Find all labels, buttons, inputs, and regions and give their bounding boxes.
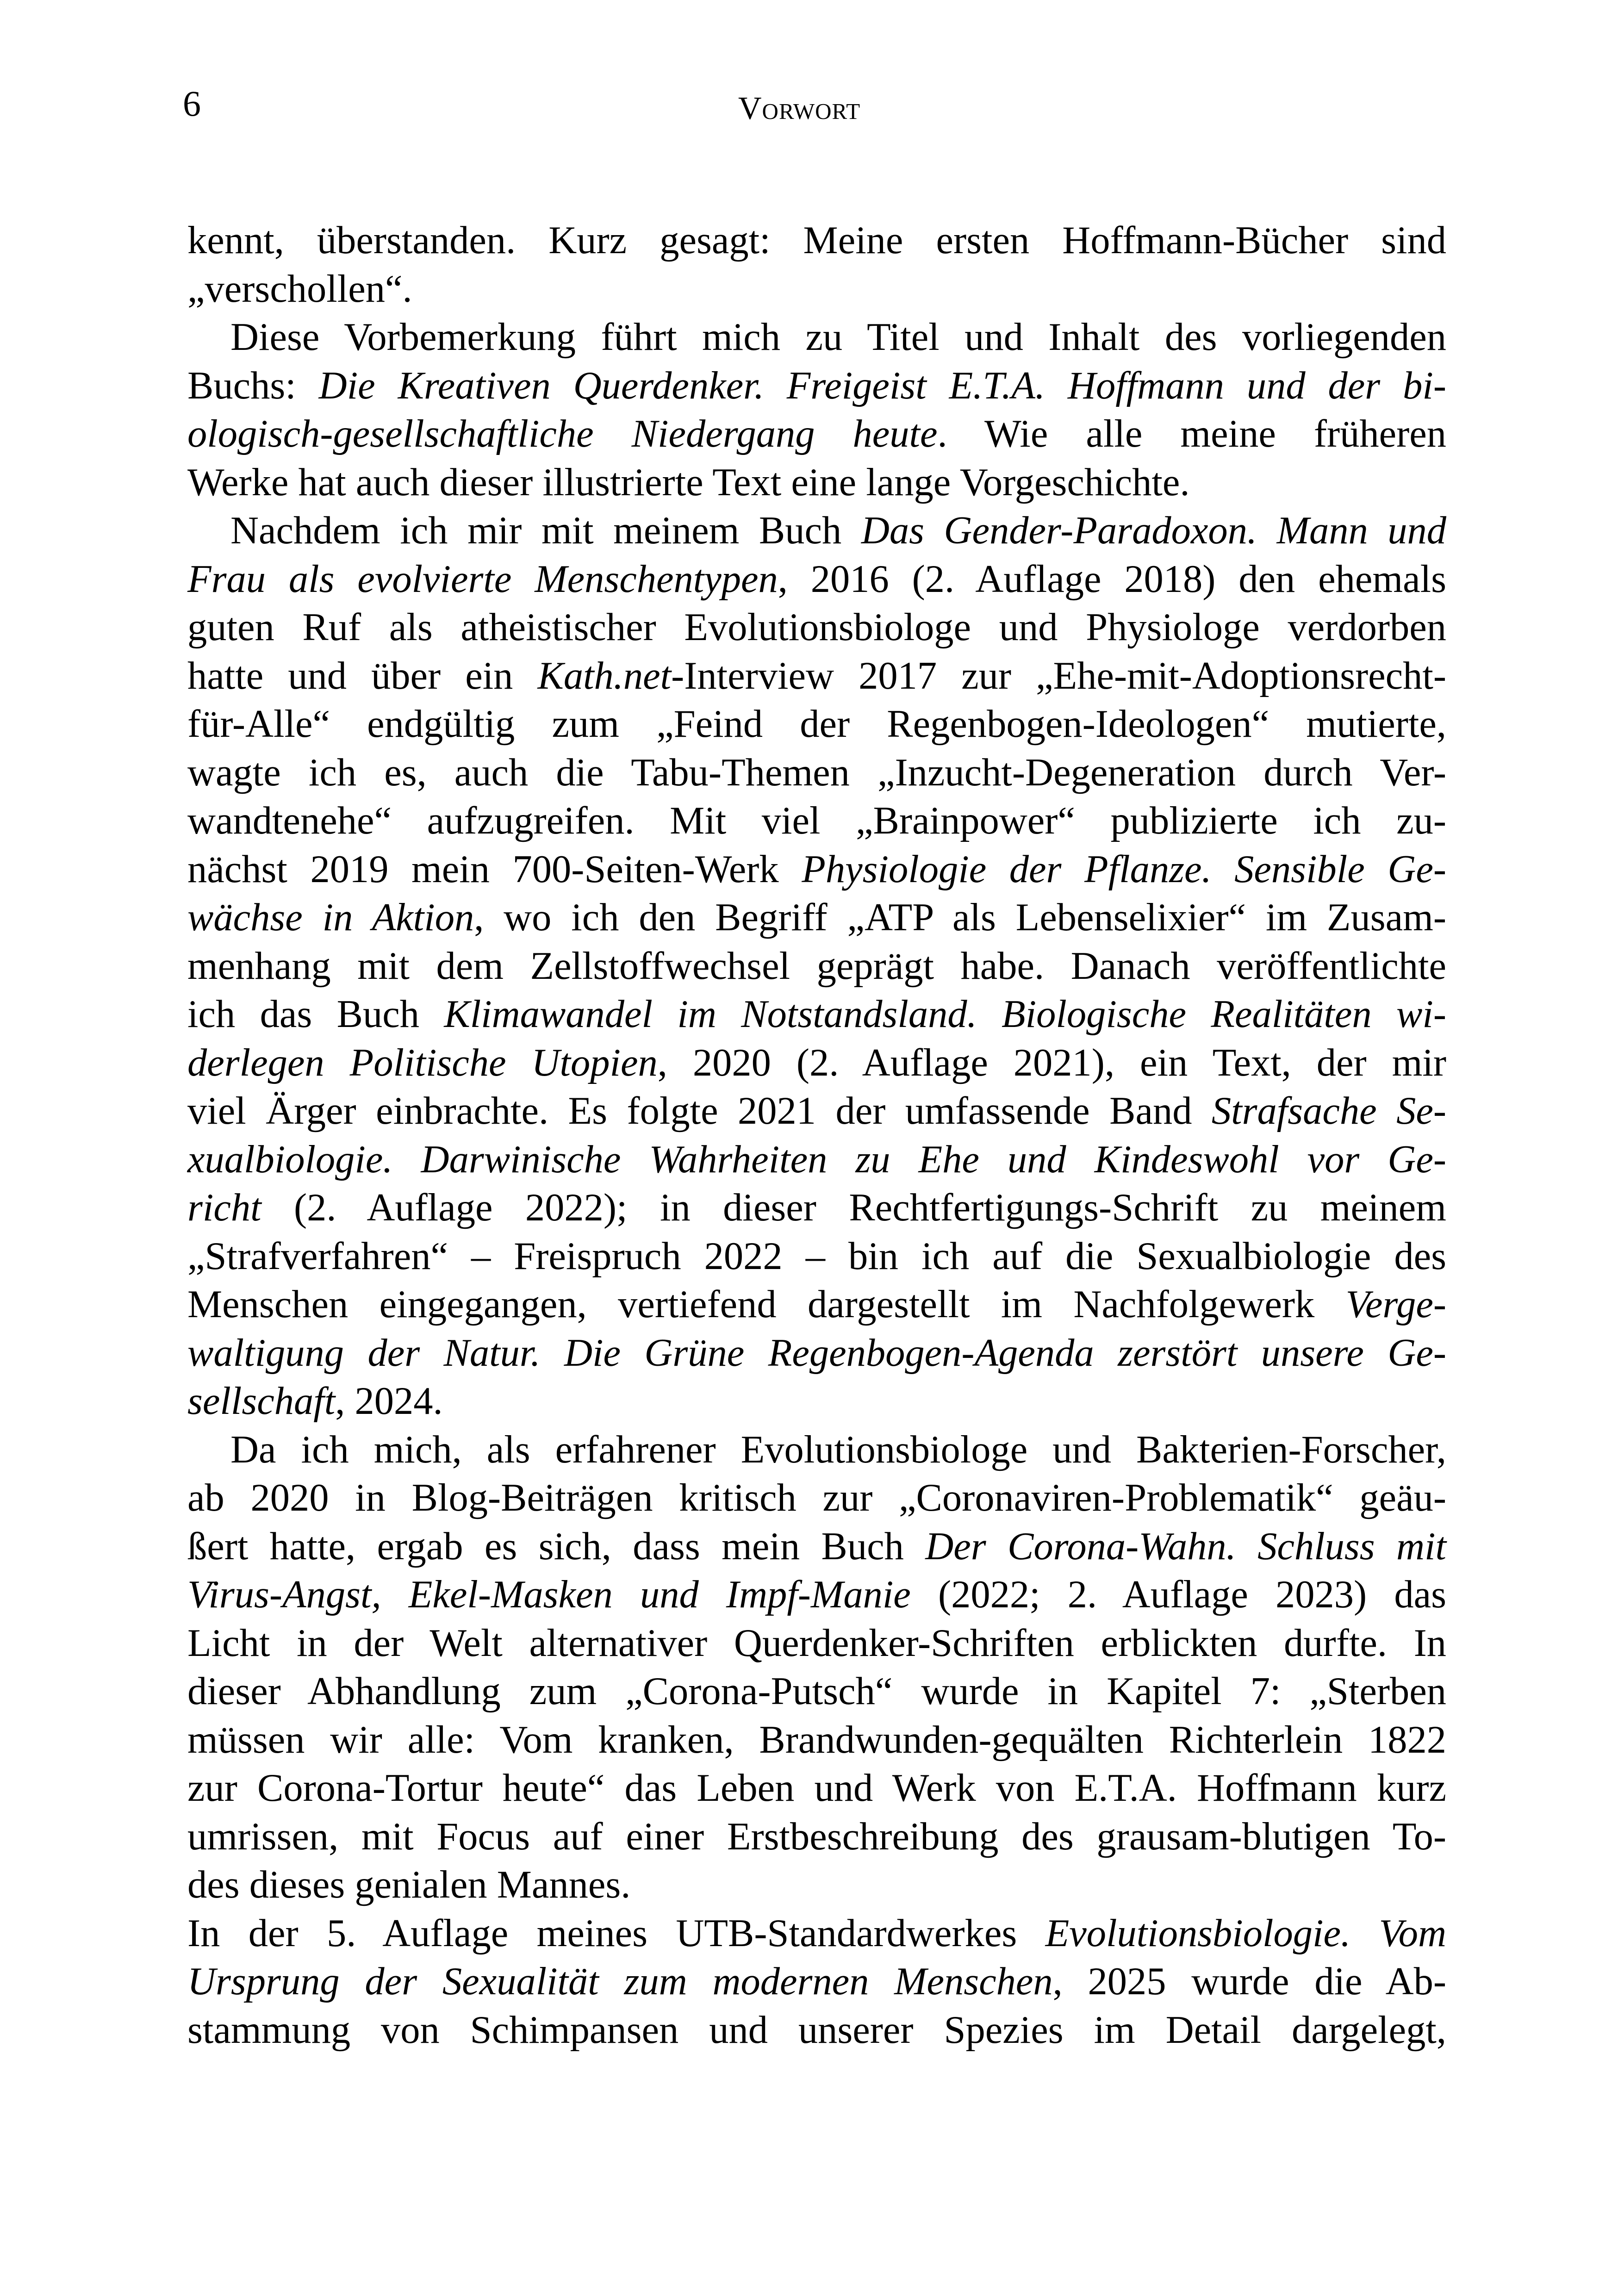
text-line — [187, 1377, 1446, 1426]
text-line — [187, 846, 1446, 894]
text-line — [187, 555, 1446, 604]
italic-text-segment: richt — [187, 1186, 261, 1229]
text-segment: des dieses genialen Mannes. — [187, 1863, 631, 1906]
italic-text-segment: Ursprung der Sexualität zum modernen Menschen — [187, 1960, 1053, 2003]
page-number: 6 — [183, 83, 201, 124]
text-line — [187, 1523, 1446, 1571]
text-line — [187, 507, 1446, 555]
text-segment: stammung von Schimpansen und unserer Spezies im Detail dargelegt, — [187, 2008, 1446, 2052]
text-segment: menhang mit dem Zellstoffwechsel geprägt habe. Danach veröffentlichte — [187, 944, 1446, 988]
text-segment: (2. Auflage 2022); in dieser Rechtfertigungs-Schrift zu meinem — [261, 1186, 1446, 1229]
text-line — [187, 1426, 1446, 1475]
italic-text-segment: Strafsache Se- — [1211, 1089, 1446, 1132]
italic-text-segment: wächse in Aktion — [187, 896, 474, 939]
text-segment: dieser Abhandlung zum „Corona-Putsch“ wurde in Kapitel 7: „Sterben — [187, 1670, 1446, 1713]
text-line — [187, 459, 1446, 507]
text-line — [187, 1861, 1446, 1910]
italic-text-segment: Frau als evolvierte Menschentypen — [187, 557, 778, 601]
text-segment: müssen wir alle: Vom kranken, Brandwunden-gequälten Richterlein 1822 — [187, 1718, 1446, 1761]
text-segment: Buchs: — [187, 364, 319, 407]
text-segment: -Interview 2017 zur „Ehe-mit-Adoptionsrecht- — [671, 654, 1446, 697]
text-segment: (2022; 2. Auflage 2023) das — [910, 1573, 1446, 1616]
text-line — [187, 313, 1446, 362]
text-line — [187, 1232, 1446, 1281]
text-segment: , 2025 wurde die Ab- — [1052, 1960, 1446, 2003]
text-line — [187, 1910, 1446, 1958]
text-line — [187, 894, 1446, 942]
text-segment: umrissen, mit Focus auf einer Erstbeschreibung des grausam-blutigen To- — [187, 1815, 1446, 1858]
text-segment: , wo ich den Begriff „ATP als Lebenselixier“ im Zusam- — [474, 896, 1446, 939]
text-segment: , 2020 (2. Auflage 2021), ein Text, der mir — [657, 1041, 1447, 1084]
text-segment: hatte und über ein — [187, 654, 538, 697]
text-line — [187, 1571, 1446, 1619]
text-line — [187, 1474, 1446, 1523]
italic-text-segment: sellschaft — [187, 1380, 336, 1423]
text-segment: wagte ich es, auch die Tabu-Themen „Inzucht-Degeneration durch Ver- — [187, 751, 1446, 794]
text-segment: für-Alle“ endgültig zum „Feind der Regenbogen-Ideologen“ mutierte, — [187, 703, 1446, 746]
text-segment: Menschen eingegangen, vertiefend dargestellt im Nachfolgewerk — [187, 1283, 1346, 1326]
text-segment: . Wie alle meine früheren — [937, 412, 1446, 455]
text-line — [187, 1668, 1446, 1716]
italic-text-segment: ologisch-gesellschaftliche Niedergang heute — [187, 412, 938, 455]
italic-text-segment: Kath.net — [537, 654, 672, 697]
text-line — [187, 265, 1446, 314]
text-line — [187, 1813, 1446, 1861]
text-segment: viel Ärger einbrachte. Es folgte 2021 der umfassende Band — [187, 1089, 1212, 1132]
text-segment: Licht in der Welt alternativer Querdenker-Schriften erblickten durfte. In — [187, 1621, 1446, 1665]
text-segment: Diese Vorbemerkung führt mich zu Titel und Inhalt des vorliegenden — [230, 316, 1446, 359]
text-line — [187, 1329, 1446, 1378]
text-segment: , 2024. — [335, 1380, 443, 1423]
text-line — [187, 1136, 1446, 1184]
text-line — [187, 1087, 1446, 1136]
text-line — [187, 410, 1446, 459]
italic-text-segment: Der Corona-Wahn. Schluss mit — [925, 1524, 1446, 1568]
italic-text-segment: Das Gender-Paradoxon. Mann und — [861, 509, 1446, 552]
running-head: Vorwort — [738, 91, 861, 126]
text-line — [187, 1281, 1446, 1329]
text-segment: , 2016 (2. Auflage 2018) den ehemals — [778, 557, 1446, 601]
text-segment: Nachdem ich mir mit meinem Buch — [230, 509, 861, 552]
text-line — [187, 1958, 1446, 2006]
body-text — [187, 217, 1446, 2054]
italic-text-segment: Die Kreativen Querdenker. Freigeist E.T.A. Hoffmann und der bi- — [318, 364, 1446, 407]
text-line — [187, 1619, 1446, 1668]
text-line — [187, 1184, 1446, 1232]
italic-text-segment: waltigung der Natur. Die Grüne Regenbogen-Agenda zerstört unsere Ge- — [187, 1331, 1446, 1375]
text-line — [187, 1716, 1446, 1765]
text-line — [187, 797, 1446, 846]
text-line — [187, 652, 1446, 701]
italic-text-segment: Virus-Angst, Ekel-Masken und Impf-Manie — [187, 1573, 911, 1616]
text-segment: In der 5. Auflage meines UTB-Standardwerkes — [187, 1911, 1045, 1955]
text-line — [187, 217, 1446, 265]
text-segment: Da ich mich, als erfahrener Evolutionsbiologe und Bakterien-Forscher, — [230, 1428, 1446, 1471]
text-line — [187, 942, 1446, 991]
text-segment: ab 2020 in Blog-Beiträgen kritisch zur „Coronaviren-Problematik“ geäu- — [187, 1476, 1446, 1519]
text-line — [187, 990, 1446, 1039]
italic-text-segment: Klimawandel im Notstandsland. Biologische Realitäten wi- — [444, 993, 1446, 1036]
text-line — [187, 749, 1446, 797]
text-segment: „verschollen“. — [187, 267, 412, 311]
text-segment: ich das Buch — [187, 993, 444, 1036]
italic-text-segment: xualbiologie. Darwinische Wahrheiten zu Ehe und Kindeswohl vor Ge- — [187, 1138, 1446, 1181]
text-line — [187, 700, 1446, 749]
text-segment: nächst 2019 mein 700-Seiten-Werk — [187, 847, 802, 891]
text-segment: ßert hatte, ergab es sich, dass mein Buch — [187, 1524, 926, 1568]
text-line — [187, 1764, 1446, 1813]
text-segment: guten Ruf als atheistischer Evolutionsbiologe und Physiologe verdorben — [187, 606, 1446, 649]
text-line — [187, 604, 1446, 652]
text-segment: zur Corona-Tortur heute“ das Leben und Werk von E.T.A. Hoffmann kurz — [187, 1767, 1446, 1810]
text-segment: Werke hat auch dieser illustrierte Text eine lange Vorgeschichte. — [187, 460, 1190, 504]
italic-text-segment: derlegen Politische Utopien — [187, 1041, 658, 1084]
italic-text-segment: Verge- — [1345, 1283, 1446, 1326]
italic-text-segment: Physiologie der Pflanze. Sensible Ge- — [802, 847, 1446, 891]
text-line — [187, 2006, 1446, 2055]
text-segment: wandtenehe“ aufzugreifen. Mit viel „Brainpower“ publizierte ich zu- — [187, 799, 1446, 842]
text-line — [187, 1039, 1446, 1088]
text-segment: „Strafverfahren“ – Freispruch 2022 – bin ich auf die Sexualbiologie des — [187, 1234, 1446, 1278]
text-segment: kennt, überstanden. Kurz gesagt: Meine ersten Hoffmann-Bücher sind — [187, 219, 1446, 262]
italic-text-segment: Evolutionsbiologie. Vom — [1045, 1911, 1446, 1955]
text-line — [187, 362, 1446, 411]
